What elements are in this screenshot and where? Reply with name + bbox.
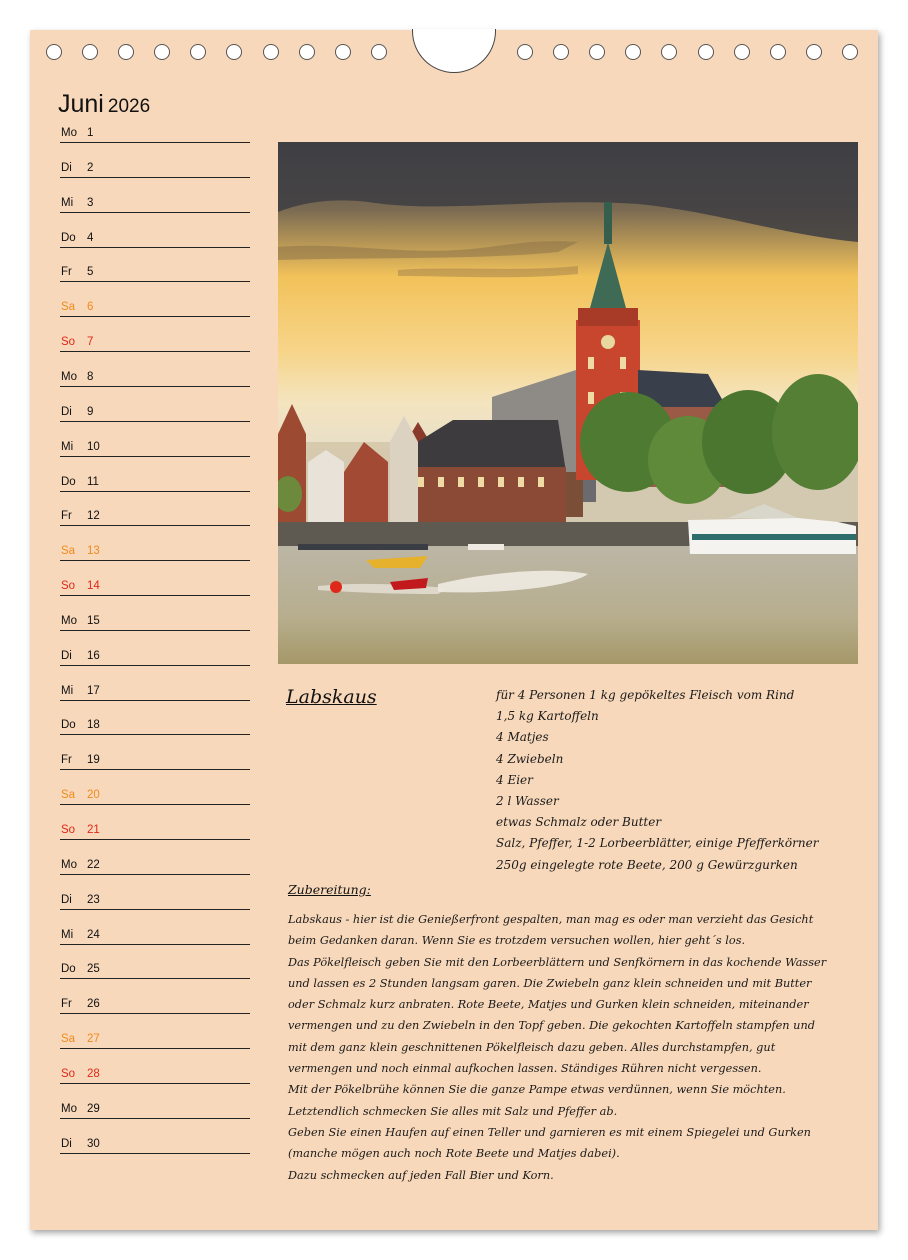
- day-row: [60, 929, 250, 945]
- binding-hole: [263, 44, 279, 60]
- weekday-label: So: [61, 824, 76, 836]
- weekday-label: Mo: [61, 370, 77, 383]
- day-number: 11: [87, 475, 99, 488]
- calendar-page: [30, 30, 878, 1230]
- day-row: [60, 824, 250, 840]
- day-number: 3: [87, 196, 94, 209]
- preparation-line: beim Gedanken daran. Wenn Sie es trotzdem versuchen wollen, hier geht´s los.: [288, 934, 746, 948]
- day-row: [60, 754, 250, 770]
- binding-hole: [625, 44, 641, 60]
- ingredient-line: 4 Eier: [496, 772, 533, 787]
- weekday-label: Di: [61, 1137, 72, 1150]
- day-row: [60, 719, 250, 735]
- day-number: 28: [87, 1067, 100, 1080]
- ingredient-line: Salz, Pfeffer, 1-2 Lorbeerblätter, einige Pfefferkörner: [496, 836, 819, 851]
- weekday-label: Fr: [61, 998, 72, 1011]
- day-row: [60, 301, 250, 317]
- day-row: [60, 894, 250, 910]
- day-number: 26: [87, 998, 100, 1011]
- day-row: [60, 1103, 250, 1119]
- preparation-line: Letztendlich schmecken Sie alles mit Salz und Pfeffer ab.: [288, 1104, 618, 1118]
- ingredients-list: [496, 685, 866, 876]
- recipe-title: Labskaus: [286, 686, 377, 708]
- binding-hole: [698, 44, 714, 60]
- binding-hole: [517, 44, 533, 60]
- weekday-label: Mo: [61, 614, 77, 627]
- weekday-label: Mi: [61, 684, 74, 697]
- binding-hole: [806, 44, 822, 60]
- day-row: [60, 336, 250, 352]
- harbor-town-hall-image: [278, 142, 858, 664]
- weekday-label: Sa: [61, 1033, 76, 1046]
- weekday-label: So: [61, 336, 76, 349]
- binding-hole: [661, 44, 677, 60]
- ingredient-line: 4 Matjes: [496, 730, 549, 745]
- preparation-line: Labskaus - hier ist die Genießerfront gespalten, man mag es oder man verzieht das Gesicht: [288, 913, 814, 926]
- day-number: 17: [87, 684, 100, 697]
- preparation-line: vermengen und zu den Zwiebeln in den Topf geben. Die gekochten Kartoffeln stampfen und: [288, 1019, 815, 1033]
- binding-hole: [299, 44, 315, 60]
- day-number: 25: [87, 963, 100, 976]
- weekday-label: Do: [61, 719, 76, 732]
- day-row: [60, 998, 250, 1014]
- weekday-label: Sa: [61, 301, 76, 314]
- day-number: 7: [87, 336, 94, 349]
- weekday-label: Fr: [61, 510, 72, 523]
- weekday-label: Do: [61, 475, 76, 488]
- day-number: 16: [87, 649, 100, 662]
- binding-hole: [734, 44, 750, 60]
- day-number: 22: [87, 858, 100, 871]
- weekday-label: Mi: [61, 440, 74, 453]
- weekday-label: Fr: [61, 266, 72, 279]
- weekday-label: Mo: [61, 858, 77, 871]
- weekday-label: Di: [61, 161, 72, 174]
- day-row: [60, 789, 250, 805]
- preparation-line: Mit der Pökelbrühe können Sie die ganze Pampe etwas verdünnen, wenn Sie möchten.: [288, 1083, 786, 1097]
- day-row: [60, 197, 250, 213]
- binding-hole: [553, 44, 569, 60]
- day-number: 23: [87, 893, 100, 906]
- day-row: [60, 232, 250, 248]
- weekday-label: Di: [61, 893, 72, 906]
- day-number: 21: [87, 824, 100, 836]
- preparation-line: Geben Sie einen Haufen auf einen Teller und garnieren es mit einem Spiegelei und Gurken: [288, 1125, 811, 1139]
- day-number: 13: [87, 545, 100, 558]
- weekday-label: Di: [61, 649, 72, 662]
- day-row: [60, 580, 250, 596]
- day-row: [60, 371, 250, 387]
- day-number: 10: [87, 440, 100, 453]
- weekday-label: Mo: [61, 127, 77, 139]
- day-number: 29: [87, 1102, 100, 1115]
- weekday-label: Mi: [61, 928, 74, 941]
- day-number: 4: [87, 231, 94, 244]
- day-row: [60, 406, 250, 422]
- preparation-line: Dazu schmecken auf jeden Fall Bier und Korn.: [288, 1168, 554, 1182]
- weekday-label: Do: [61, 963, 76, 976]
- day-row: [60, 162, 250, 178]
- binding-hole: [842, 44, 858, 60]
- day-row: [60, 859, 250, 875]
- day-row: [60, 441, 250, 457]
- binding-hole: [154, 44, 170, 60]
- weekday-label: Do: [61, 231, 76, 244]
- ingredient-line: 250g eingelegte rote Beete, 200 g Gewürzgurken: [496, 857, 798, 872]
- day-number: 1: [87, 127, 94, 139]
- binding-hole: [190, 44, 206, 60]
- binding-hole: [118, 44, 134, 60]
- preparation-text: [288, 909, 848, 1186]
- preparation-line: (manche mögen auch noch Rote Beete und Matjes dabei).: [288, 1147, 620, 1161]
- weekday-label: Mi: [61, 196, 74, 209]
- binding-hole: [371, 44, 387, 60]
- ingredient-line: 4 Zwiebeln: [496, 751, 564, 766]
- preparation-line: Das Pökelfleisch geben Sie mit den Lorbeerblättern und Senfkörnern in das kochende Wasser: [288, 955, 827, 969]
- preparation-line: und lassen es 2 Stunden langsam garen. Die Zwiebeln ganz klein schneiden und mit Butter: [288, 976, 812, 990]
- day-row: [60, 266, 250, 282]
- preparation-line: vermengen und noch einmal aufkochen lassen. Ständiges Rühren nicht vergessen.: [288, 1062, 762, 1076]
- weekday-label: Sa: [61, 789, 76, 802]
- day-number: 14: [87, 580, 100, 593]
- day-number: 19: [87, 754, 100, 767]
- day-number: 6: [87, 301, 94, 314]
- day-number: 15: [87, 614, 100, 627]
- binding-hole: [46, 44, 62, 60]
- preparation-line: oder Schmalz kurz anbraten. Rote Beete, Matjes und Gurken klein schneiden, miteinander: [288, 998, 809, 1012]
- binding-hole: [82, 44, 98, 60]
- weekday-label: So: [61, 1067, 76, 1080]
- harbor-photo: [278, 142, 858, 664]
- weekday-label: So: [61, 580, 76, 593]
- binding-hole: [589, 44, 605, 60]
- day-number: 27: [87, 1033, 100, 1046]
- day-row: [60, 963, 250, 979]
- ingredient-line: 2 l Wasser: [496, 793, 559, 808]
- day-number: 20: [87, 789, 100, 802]
- weekday-label: Mo: [61, 1102, 77, 1115]
- day-row: [60, 1068, 250, 1084]
- binding-hole: [770, 44, 786, 60]
- ingredient-line: 1,5 kg Kartoffeln: [496, 709, 599, 724]
- day-number: 2: [87, 161, 94, 174]
- month-name: Juni: [58, 90, 104, 118]
- ingredient-line: etwas Schmalz oder Butter: [496, 815, 662, 830]
- preparation-line: mit dem ganz klein geschnittenen Pökelfleisch dazu geben. Alles durchstampfen, gut: [288, 1040, 776, 1054]
- weekday-label: Fr: [61, 754, 72, 767]
- binding-hole: [335, 44, 351, 60]
- day-number: 12: [87, 510, 100, 523]
- day-row: [60, 510, 250, 526]
- day-row: [60, 650, 250, 666]
- day-row: [60, 127, 250, 143]
- day-row: [60, 685, 250, 701]
- day-number: 8: [87, 370, 94, 383]
- day-number: 30: [87, 1137, 100, 1150]
- day-row: [60, 1138, 250, 1154]
- month-heading: [58, 90, 150, 119]
- day-number: 5: [87, 266, 94, 279]
- day-row: [60, 615, 250, 631]
- weekday-label: Sa: [61, 545, 76, 558]
- day-row: [60, 1033, 250, 1049]
- hanger-cutout: [412, 29, 496, 73]
- day-number: 24: [87, 928, 100, 941]
- weekday-label: Di: [61, 405, 72, 418]
- year: 2026: [107, 96, 151, 117]
- binding-hole: [226, 44, 242, 60]
- day-row: [60, 545, 250, 561]
- preparation-heading: Zubereitung:: [288, 882, 371, 897]
- day-number: 9: [87, 405, 94, 418]
- ingredient-line: für 4 Personen 1 kg gepökeltes Fleisch vom Rind: [496, 688, 795, 702]
- day-number: 18: [87, 719, 100, 732]
- day-row: [60, 476, 250, 492]
